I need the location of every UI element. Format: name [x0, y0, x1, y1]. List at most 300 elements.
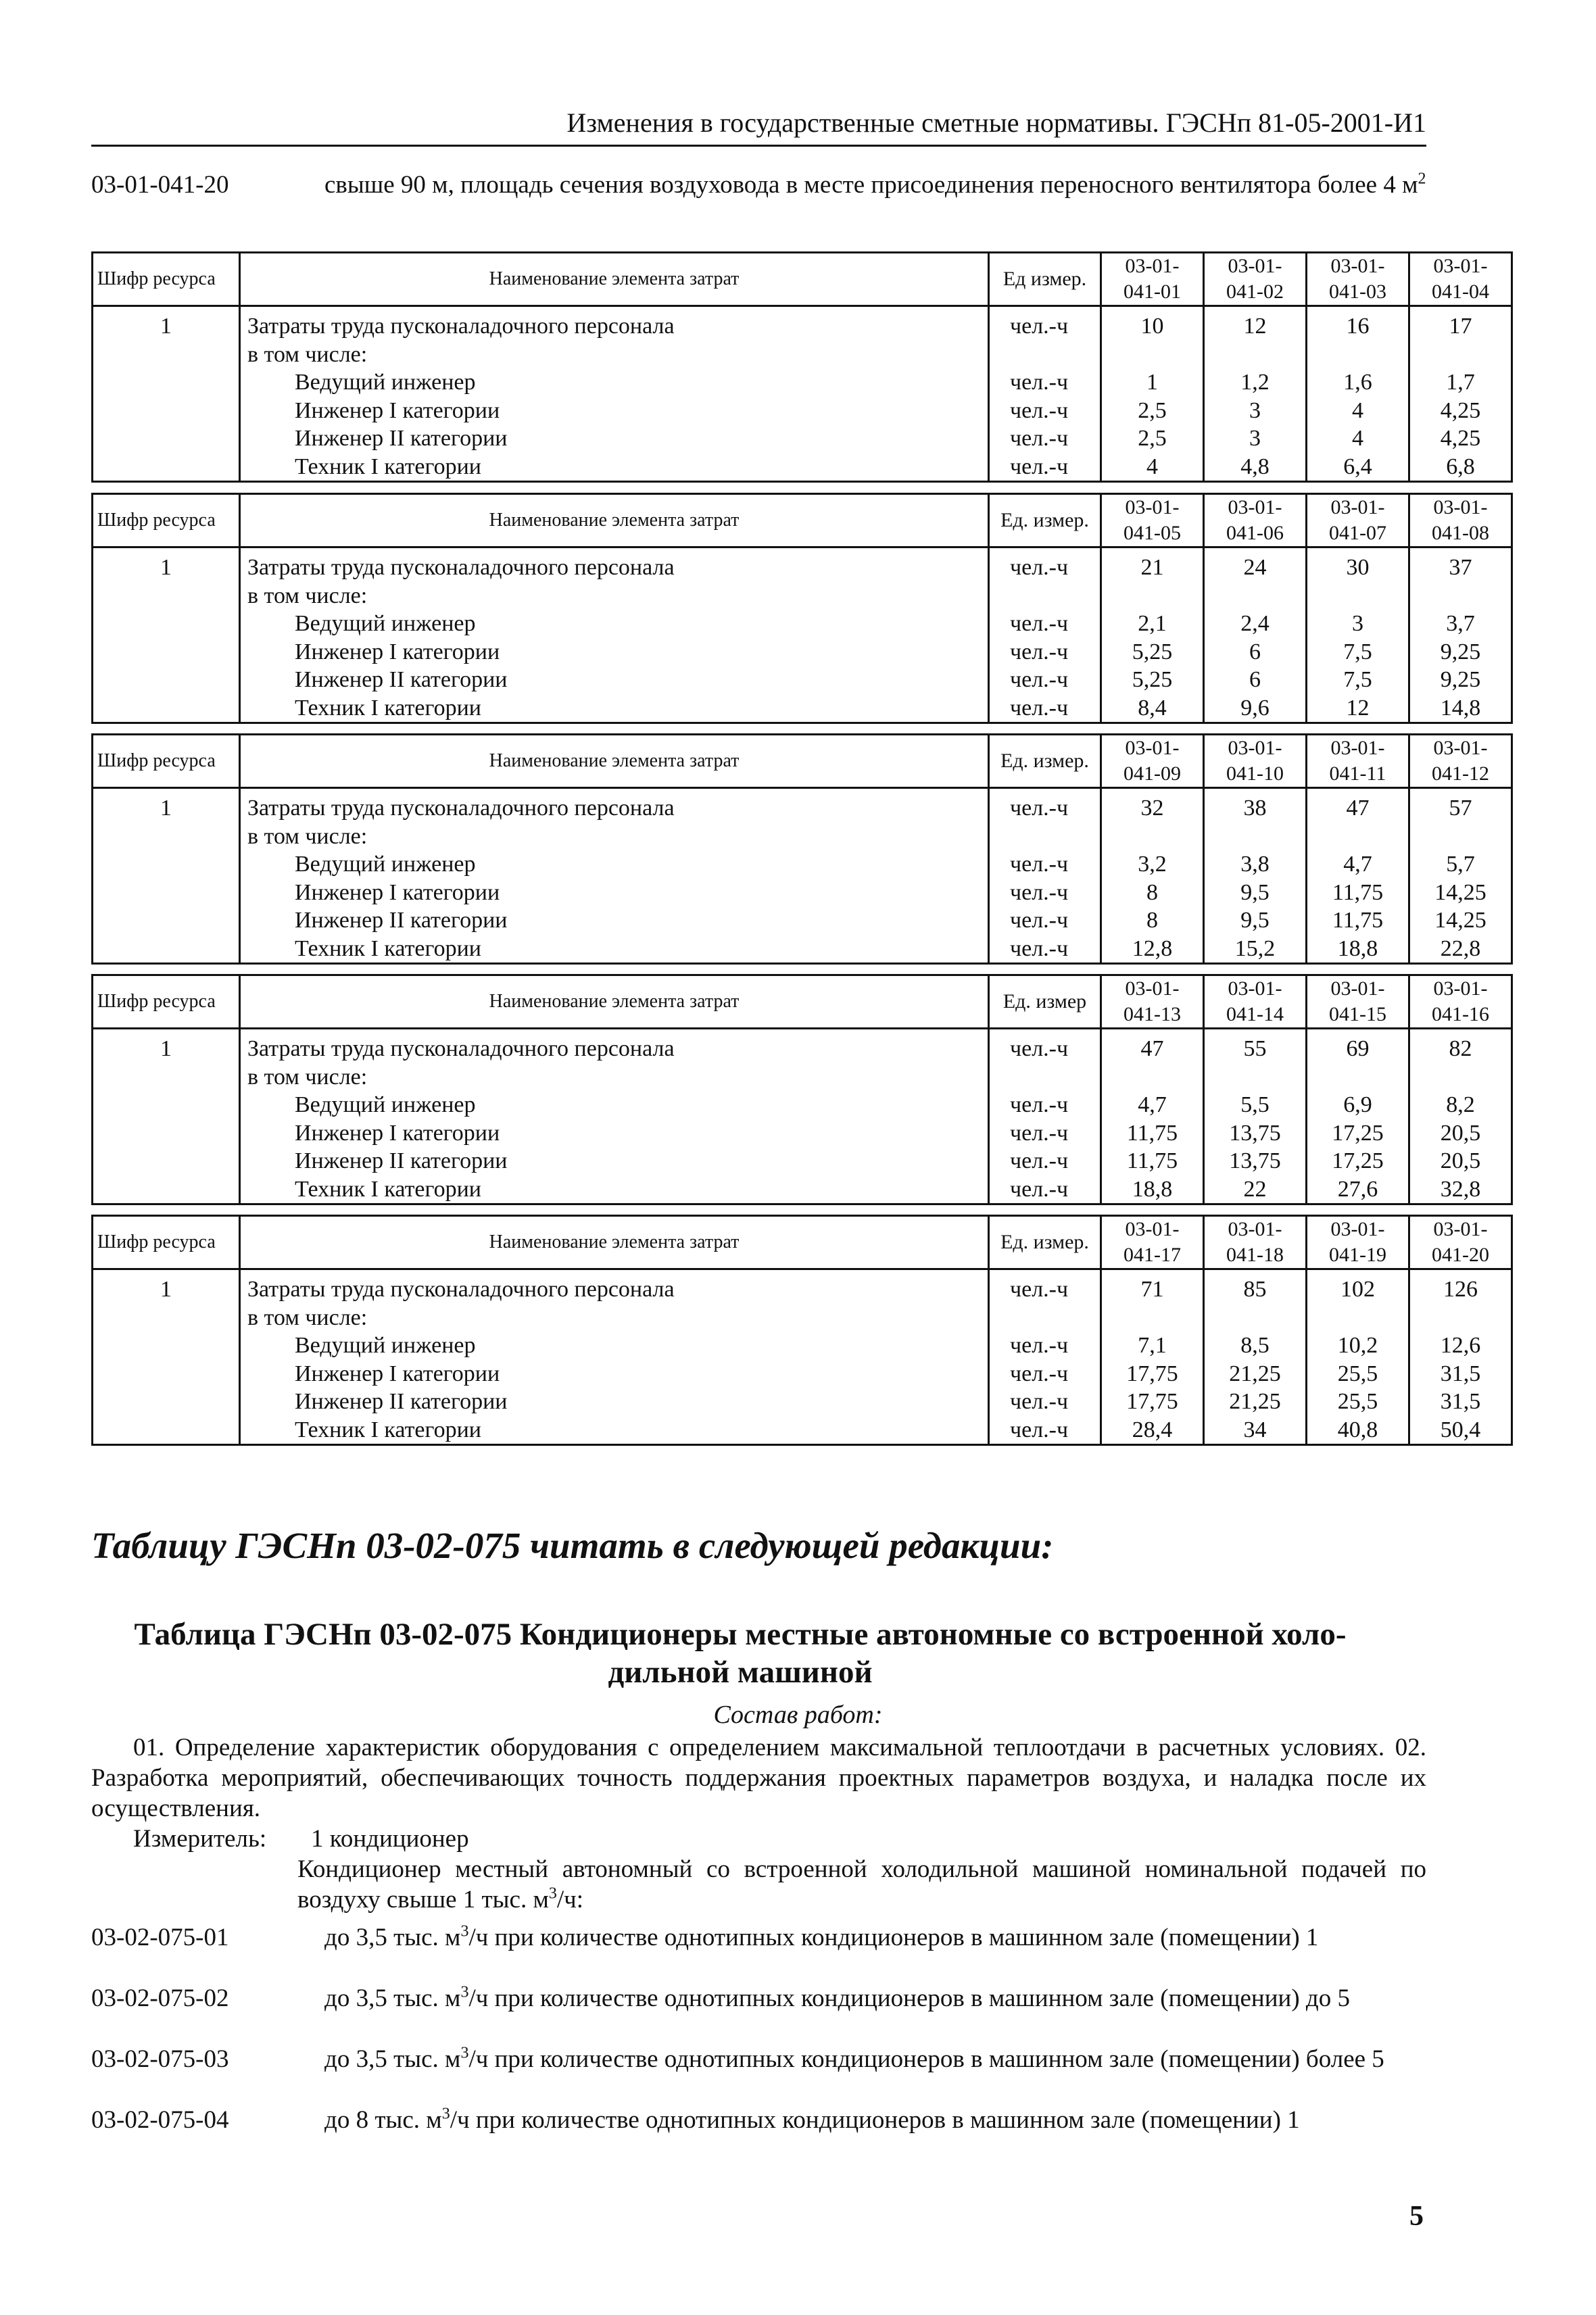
spacer-cell	[93, 306, 240, 313]
row-value: 2,4	[1204, 610, 1307, 638]
row-unit	[989, 582, 1101, 610]
row-value: 27,6	[1307, 1175, 1409, 1204]
row-value: 21,25	[1204, 1388, 1307, 1416]
norm-item-code: 03-02-075-01	[91, 1924, 229, 1951]
header-name: Наименование элемента затрат	[240, 735, 989, 788]
row-cipher	[93, 1147, 240, 1175]
row-value: 14,8	[1409, 694, 1512, 723]
row-cipher	[93, 879, 240, 907]
row-value: 8,2	[1409, 1091, 1512, 1119]
row-name: Техник I категории	[240, 1175, 989, 1204]
table-row	[93, 1147, 1512, 1175]
row-value: 4,25	[1409, 424, 1512, 453]
row-value: 7,5	[1307, 666, 1409, 694]
row-name: Инженер I категории	[240, 638, 989, 666]
header-norm-code	[1204, 494, 1307, 547]
row-value: 17,25	[1307, 1119, 1409, 1148]
norm-item-code: 03-02-075-02	[91, 1984, 229, 2012]
measurer-label: Измеритель:	[133, 1825, 267, 1853]
row-cipher	[93, 424, 240, 453]
row-value	[1409, 341, 1512, 369]
row-value: 30	[1307, 554, 1409, 582]
row-name: Ведущий инженер	[240, 1091, 989, 1119]
cost-table-2	[91, 493, 1513, 724]
table-row	[93, 554, 1512, 582]
cost-table-4	[91, 974, 1513, 1205]
norm-code-suffix: 041-05	[1123, 522, 1181, 544]
spacer-cell	[989, 1029, 1101, 1035]
spacer-cell	[1204, 1029, 1307, 1035]
row-value	[1101, 1063, 1204, 1092]
header-norm-code	[1307, 735, 1409, 788]
row-value: 47	[1101, 1035, 1204, 1063]
norm-item-text-pre: до 3,5 тыс. м	[324, 2045, 461, 2073]
intro-text-sup: 2	[1418, 170, 1426, 188]
row-value: 17,75	[1101, 1360, 1204, 1388]
row-cipher	[93, 1360, 240, 1388]
norm-code-suffix: 041-04	[1432, 281, 1489, 303]
norm-code-prefix: 03-01-	[1228, 977, 1282, 1000]
norm-code-prefix: 03-01-	[1433, 1218, 1488, 1240]
header-unit: Ед. измер.	[989, 494, 1101, 547]
row-value: 40,8	[1307, 1416, 1409, 1445]
row-value	[1307, 823, 1409, 851]
table-row	[93, 666, 1512, 694]
norm-item-text-sup: 3	[460, 1922, 469, 1941]
norm-item-text-sup: 3	[460, 1983, 469, 2001]
table-row	[93, 1332, 1512, 1360]
row-name: Ведущий инженер	[240, 368, 989, 397]
row-unit: чел.-ч	[989, 666, 1101, 694]
norm-code-suffix: 041-16	[1432, 1003, 1489, 1025]
row-name: Инженер II категории	[240, 1147, 989, 1175]
row-name: Затраты труда пусконаладочного персонала	[240, 1275, 989, 1304]
row-value: 20,5	[1409, 1119, 1512, 1148]
table-row	[93, 823, 1512, 851]
row-name: Инженер I категории	[240, 397, 989, 425]
row-cipher	[93, 694, 240, 723]
row-value: 3	[1204, 424, 1307, 453]
row-value: 18,8	[1307, 935, 1409, 964]
row-unit: чел.-ч	[989, 554, 1101, 582]
cost-table-5	[91, 1215, 1513, 1446]
row-value	[1307, 1063, 1409, 1092]
row-value: 38	[1204, 794, 1307, 823]
spacer-cell	[1409, 547, 1512, 554]
row-value: 1,2	[1204, 368, 1307, 397]
table-row	[93, 341, 1512, 369]
row-value: 34	[1204, 1416, 1307, 1445]
spacer-cell	[1409, 306, 1512, 313]
row-value: 5,5	[1204, 1091, 1307, 1119]
row-value: 3,7	[1409, 610, 1512, 638]
row-unit: чел.-ч	[989, 694, 1101, 723]
row-cipher: 1	[93, 1035, 240, 1063]
spacer-cell	[93, 788, 240, 795]
row-value: 8,5	[1204, 1332, 1307, 1360]
table-row	[93, 935, 1512, 964]
norm-code-prefix: 03-01-	[1228, 255, 1282, 277]
row-value: 2,5	[1101, 397, 1204, 425]
row-cipher	[93, 453, 240, 482]
row-value: 11,75	[1307, 879, 1409, 907]
row-unit: чел.-ч	[989, 1275, 1101, 1304]
row-name: Затраты труда пусконаладочного персонала	[240, 554, 989, 582]
header-unit: Ед. измер.	[989, 1216, 1101, 1269]
spacer-cell	[1409, 1269, 1512, 1276]
spacer-cell	[1204, 1269, 1307, 1276]
intro-text-main: свыше 90 м, площадь сечения воздуховода в месте присоединения переносного вентилятора более 4 м	[324, 171, 1418, 199]
row-unit: чел.-ч	[989, 1147, 1101, 1175]
row-name: Инженер I категории	[240, 1360, 989, 1388]
row-value	[1307, 341, 1409, 369]
row-value	[1204, 1063, 1307, 1092]
norm-item-text-post: /ч при количестве однотипных кондиционеров в машинном зале (помещении) более 5	[468, 2045, 1384, 2073]
spacer-cell	[240, 306, 989, 313]
row-cipher: 1	[93, 794, 240, 823]
spacer-cell	[240, 1029, 989, 1035]
row-cipher	[93, 1119, 240, 1148]
header-norm-code	[1101, 975, 1204, 1029]
row-cipher	[93, 397, 240, 425]
row-value: 102	[1307, 1275, 1409, 1304]
header-cipher: Шифр ресурса	[93, 975, 240, 1029]
row-value	[1101, 823, 1204, 851]
row-unit: чел.-ч	[989, 424, 1101, 453]
row-value: 22,8	[1409, 935, 1512, 964]
row-value: 7,1	[1101, 1332, 1204, 1360]
table-row	[93, 1360, 1512, 1388]
row-value: 11,75	[1307, 906, 1409, 935]
work-composition-label: Состав работ:	[713, 1701, 883, 1729]
norm-code-prefix: 03-01-	[1330, 496, 1385, 518]
row-unit: чел.-ч	[989, 1416, 1101, 1445]
spacer-cell	[1101, 788, 1204, 795]
row-unit: чел.-ч	[989, 1360, 1101, 1388]
header-unit: Ед. измер.	[989, 735, 1101, 788]
row-value: 2,5	[1101, 424, 1204, 453]
row-unit: чел.-ч	[989, 794, 1101, 823]
row-cipher	[93, 1388, 240, 1416]
norm-code-prefix: 03-01-	[1330, 977, 1385, 1000]
norm-code-suffix: 041-07	[1329, 522, 1386, 544]
table-header-row	[93, 494, 1512, 547]
intro-block	[91, 170, 1426, 245]
norm-code-suffix: 041-03	[1329, 281, 1386, 303]
row-unit: чел.-ч	[989, 935, 1101, 964]
row-value: 3	[1204, 397, 1307, 425]
row-unit	[989, 341, 1101, 369]
row-value: 21	[1101, 554, 1204, 582]
spacer-cell	[1204, 306, 1307, 313]
page-number: 5	[1409, 2201, 1424, 2232]
row-value: 4	[1307, 424, 1409, 453]
row-value: 28,4	[1101, 1416, 1204, 1445]
header-norm-code	[1204, 253, 1307, 306]
row-value: 4	[1101, 453, 1204, 482]
row-name: Инженер II категории	[240, 424, 989, 453]
row-cipher: 1	[93, 312, 240, 341]
row-value: 18,8	[1101, 1175, 1204, 1204]
norm-code-prefix: 03-01-	[1433, 737, 1488, 759]
row-value: 5,7	[1409, 850, 1512, 879]
row-value: 4	[1307, 397, 1409, 425]
row-cipher	[93, 1332, 240, 1360]
spacer-cell	[93, 1029, 240, 1035]
row-value	[1409, 1304, 1512, 1332]
row-value: 9,25	[1409, 666, 1512, 694]
row-cipher	[93, 1304, 240, 1332]
row-name: в том числе:	[240, 1304, 989, 1332]
row-value: 5,25	[1101, 638, 1204, 666]
row-name: Техник I категории	[240, 1416, 989, 1445]
row-cipher	[93, 935, 240, 964]
row-value: 10,2	[1307, 1332, 1409, 1360]
row-name: Инженер II категории	[240, 906, 989, 935]
norm-code-suffix: 041-17	[1123, 1244, 1181, 1266]
row-cipher	[93, 666, 240, 694]
spacer-cell	[1307, 788, 1409, 795]
row-value: 5,25	[1101, 666, 1204, 694]
table-row	[93, 638, 1512, 666]
row-value: 4,7	[1307, 850, 1409, 879]
cost-table-3	[91, 733, 1513, 965]
spacer-cell	[1307, 1029, 1409, 1035]
table-row	[93, 368, 1512, 397]
row-unit: чел.-ч	[989, 368, 1101, 397]
table-row	[93, 879, 1512, 907]
header-norm-code	[1204, 735, 1307, 788]
row-unit: чел.-ч	[989, 1119, 1101, 1148]
row-name: Затраты труда пусконаладочного персонала	[240, 312, 989, 341]
norm-code-suffix: 041-20	[1432, 1244, 1489, 1266]
revision-title: Таблицу ГЭСНп 03-02-075 читать в следующей редакции:	[91, 1525, 1054, 1566]
row-name: Техник I категории	[240, 453, 989, 482]
row-value	[1101, 341, 1204, 369]
row-name: Ведущий инженер	[240, 850, 989, 879]
row-value	[1204, 823, 1307, 851]
norm-item-text-post: /ч при количестве однотипных кондиционеров в машинном зале (помещении) 1	[468, 1924, 1319, 1951]
norm-item-text-sup: 3	[460, 2044, 469, 2062]
norm-code-suffix: 041-15	[1329, 1003, 1386, 1025]
row-unit: чел.-ч	[989, 638, 1101, 666]
spacer-cell	[1101, 547, 1204, 554]
norm-code-suffix: 041-12	[1432, 762, 1489, 785]
header-name: Наименование элемента затрат	[240, 975, 989, 1029]
cost-table-1	[91, 251, 1513, 483]
row-cipher: 1	[93, 1275, 240, 1304]
row-value: 47	[1307, 794, 1409, 823]
row-unit: чел.-ч	[989, 1175, 1101, 1204]
work-description	[91, 1732, 1426, 1824]
row-value	[1204, 1304, 1307, 1332]
header-norm-code	[1409, 494, 1512, 547]
row-unit: чел.-ч	[989, 312, 1101, 341]
row-value: 32,8	[1409, 1175, 1512, 1204]
table-header-row	[93, 735, 1512, 788]
row-value: 25,5	[1307, 1360, 1409, 1388]
row-value: 20,5	[1409, 1147, 1512, 1175]
row-name: Инженер I категории	[240, 879, 989, 907]
row-value	[1307, 1304, 1409, 1332]
norm-item-text-post: /ч при количестве однотипных кондиционеров в машинном зале (помещении) 1	[450, 2106, 1300, 2134]
row-name: в том числе:	[240, 582, 989, 610]
row-value: 1	[1101, 368, 1204, 397]
row-cipher	[93, 1063, 240, 1092]
row-cipher	[93, 610, 240, 638]
table-row	[93, 1304, 1512, 1332]
row-value: 4,8	[1204, 453, 1307, 482]
row-unit: чел.-ч	[989, 397, 1101, 425]
row-cipher	[93, 638, 240, 666]
spacer-cell	[1101, 1029, 1204, 1035]
norm-code-prefix: 03-01-	[1125, 1218, 1180, 1240]
row-value: 21,25	[1204, 1360, 1307, 1388]
row-value: 71	[1101, 1275, 1204, 1304]
norm-code-suffix: 041-19	[1329, 1244, 1386, 1266]
table-row	[93, 906, 1512, 935]
table-row	[93, 453, 1512, 482]
row-value: 17,75	[1101, 1388, 1204, 1416]
group-description-tail: /ч:	[556, 1886, 584, 1914]
spacer-cell	[1409, 1029, 1512, 1035]
header-cipher: Шифр ресурса	[93, 1216, 240, 1269]
table-row	[93, 397, 1512, 425]
row-cipher	[93, 850, 240, 879]
row-value: 85	[1204, 1275, 1307, 1304]
row-cipher	[93, 582, 240, 610]
row-value: 11,75	[1101, 1147, 1204, 1175]
table-row	[93, 1091, 1512, 1119]
row-cipher	[93, 1175, 240, 1204]
norm-item-text	[324, 2044, 1426, 2074]
spacer-cell	[93, 1269, 240, 1276]
row-value: 10	[1101, 312, 1204, 341]
row-unit: чел.-ч	[989, 879, 1101, 907]
header-name: Наименование элемента затрат	[240, 494, 989, 547]
intro-code: 03-01-041-20	[91, 171, 229, 199]
row-value: 4,7	[1101, 1091, 1204, 1119]
table-row	[93, 1388, 1512, 1416]
norm-code-suffix: 041-06	[1226, 522, 1284, 544]
spacer-cell	[1204, 788, 1307, 795]
header-norm-code	[1307, 1216, 1409, 1269]
row-value: 55	[1204, 1035, 1307, 1063]
spacer-cell	[1409, 788, 1512, 795]
row-unit: чел.-ч	[989, 850, 1101, 879]
norm-code-suffix: 041-10	[1226, 762, 1284, 785]
row-name: Инженер II категории	[240, 666, 989, 694]
intro-text	[324, 170, 1426, 200]
row-value: 12,6	[1409, 1332, 1512, 1360]
row-value: 14,25	[1409, 879, 1512, 907]
norm-item-code: 03-02-075-03	[91, 2045, 229, 2073]
row-value	[1204, 582, 1307, 610]
row-cipher	[93, 823, 240, 851]
table-row	[93, 1175, 1512, 1204]
norm-code-prefix: 03-01-	[1433, 977, 1488, 1000]
header-name: Наименование элемента затрат	[240, 1216, 989, 1269]
norm-code-suffix: 041-11	[1329, 762, 1386, 785]
row-value: 6	[1204, 638, 1307, 666]
row-unit: чел.-ч	[989, 1091, 1101, 1119]
header-norm-code	[1307, 253, 1409, 306]
row-name: Затраты труда пусконаладочного персонала	[240, 1035, 989, 1063]
norm-code-prefix: 03-01-	[1125, 255, 1180, 277]
header-norm-code	[1307, 975, 1409, 1029]
table-row	[93, 582, 1512, 610]
row-value: 22	[1204, 1175, 1307, 1204]
row-name: Ведущий инженер	[240, 1332, 989, 1360]
norm-code-prefix: 03-01-	[1433, 496, 1488, 518]
row-value: 12	[1307, 694, 1409, 723]
row-unit	[989, 1304, 1101, 1332]
norm-code-suffix: 041-09	[1123, 762, 1181, 785]
row-unit	[989, 1063, 1101, 1092]
row-value	[1101, 1304, 1204, 1332]
row-value: 32	[1101, 794, 1204, 823]
row-value: 15,2	[1204, 935, 1307, 964]
norm-item-text	[324, 2105, 1426, 2135]
table-row	[93, 1035, 1512, 1063]
row-value: 9,25	[1409, 638, 1512, 666]
norm-code-prefix: 03-01-	[1433, 255, 1488, 277]
norm-code-prefix: 03-01-	[1330, 737, 1385, 759]
norm-code-prefix: 03-01-	[1228, 737, 1282, 759]
row-value: 57	[1409, 794, 1512, 823]
spacer-cell	[240, 788, 989, 795]
row-value: 6,9	[1307, 1091, 1409, 1119]
header-norm-code	[1409, 253, 1512, 306]
row-value: 6	[1204, 666, 1307, 694]
row-value: 6,4	[1307, 453, 1409, 482]
norm-item-text	[324, 1983, 1426, 2014]
header-cipher: Шифр ресурса	[93, 253, 240, 306]
table-header-row	[93, 975, 1512, 1029]
norm-code-suffix: 041-18	[1226, 1244, 1284, 1266]
row-name: Затраты труда пусконаладочного персонала	[240, 794, 989, 823]
header-cipher: Шифр ресурса	[93, 735, 240, 788]
row-name: Техник I категории	[240, 694, 989, 723]
norm-code-suffix: 041-01	[1123, 281, 1181, 303]
spacer-cell	[989, 306, 1101, 313]
header-cipher: Шифр ресурса	[93, 494, 240, 547]
row-value: 12,8	[1101, 935, 1204, 964]
table-header-row	[93, 1216, 1512, 1269]
row-unit: чел.-ч	[989, 906, 1101, 935]
header-norm-code	[1409, 975, 1512, 1029]
row-value: 16	[1307, 312, 1409, 341]
row-unit	[989, 823, 1101, 851]
row-value: 12	[1204, 312, 1307, 341]
row-value: 3,8	[1204, 850, 1307, 879]
row-unit: чел.-ч	[989, 1388, 1101, 1416]
row-cipher	[93, 906, 240, 935]
row-cipher	[93, 368, 240, 397]
norm-item-text	[324, 1922, 1426, 1953]
group-description	[297, 1854, 1426, 1915]
norm-code-suffix: 041-02	[1226, 281, 1284, 303]
row-value: 13,75	[1204, 1147, 1307, 1175]
header-unit: Ед измер.	[989, 253, 1101, 306]
row-value	[1409, 1063, 1512, 1092]
spacer-cell	[1307, 547, 1409, 554]
row-value: 1,6	[1307, 368, 1409, 397]
spacer-cell	[989, 1269, 1101, 1276]
row-value: 14,25	[1409, 906, 1512, 935]
table-header-row	[93, 253, 1512, 306]
row-value: 3	[1307, 610, 1409, 638]
